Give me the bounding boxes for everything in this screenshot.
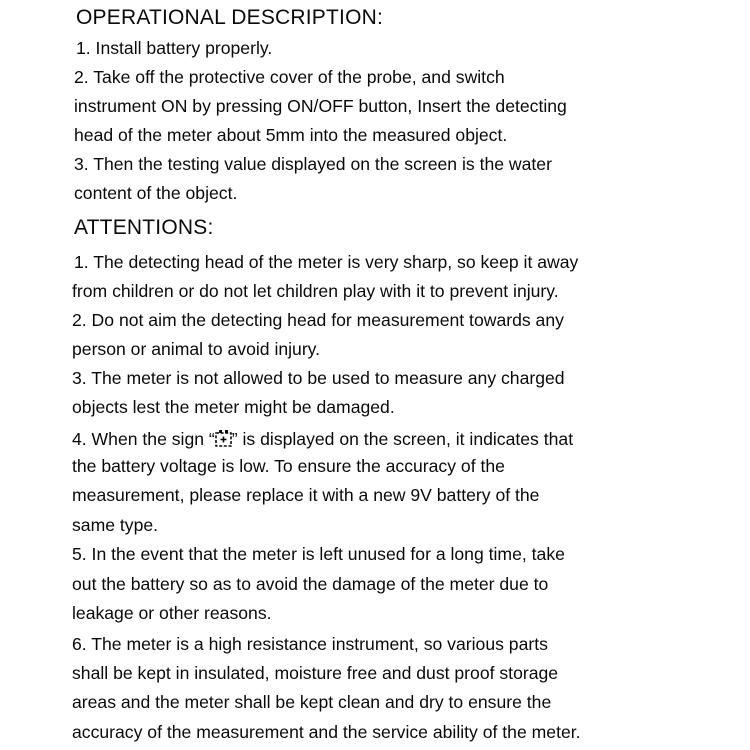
attention-line: 1. The detecting head of the meter is very sharp, so keep it away (74, 252, 579, 272)
attention-line: from children or do not let children play with it to prevent injury. (72, 281, 559, 301)
attention-line: measurement, please replace it with a new 9V battery of the (72, 485, 540, 505)
attention-line: the battery voltage is low. To ensure the accuracy of the (72, 456, 505, 476)
attention-line: shall be kept in insulated, moisture free and dust proof storage (72, 663, 559, 683)
operational-line: head of the meter about 5mm into the measured object. (74, 125, 508, 145)
attention-line: 5. In the event that the meter is left unused for a long time, take (72, 544, 565, 564)
attention-line: person or animal to avoid injury. (72, 339, 321, 359)
attention-line: out the battery so as to avoid the damage of the meter due to (72, 574, 549, 594)
battery-sign-line (72, 429, 573, 451)
attention-line: same type. (72, 515, 159, 535)
attention-line: areas and the meter shall be kept clean and dry to ensure the (72, 692, 552, 712)
attention-line: leakage or other reasons. (72, 603, 272, 623)
operational-line: 2. Take off the protective cover of the probe, and switch (74, 67, 505, 87)
attention-line: accuracy of the measurement and the service ability of the meter. (72, 722, 581, 742)
operational-line: content of the object. (74, 183, 238, 203)
operational-description-heading: OPERATIONAL DESCRIPTION: (76, 6, 384, 29)
attention-line: 6. The meter is a high resistance instrument, so various parts (72, 634, 548, 654)
battery-sign-text-before: 4. When the sign “ (72, 429, 215, 449)
battery-sign-text-after: ” is displayed on the screen, it indicates that (231, 429, 574, 449)
operational-line: 1. Install battery properly. (76, 38, 273, 58)
attention-line: 3. The meter is not allowed to be used to measure any charged (72, 368, 565, 388)
operational-line: instrument ON by pressing ON/OFF button, Insert the detecting (74, 96, 567, 116)
operational-line: 3. Then the testing value displayed on the screen is the water (74, 154, 552, 174)
attention-line: objects lest the meter might be damaged. (72, 397, 395, 417)
battery-low-icon (215, 429, 232, 451)
attentions-heading: ATTENTIONS: (74, 216, 214, 239)
attention-line: 2. Do not aim the detecting head for measurement towards any (72, 310, 564, 330)
